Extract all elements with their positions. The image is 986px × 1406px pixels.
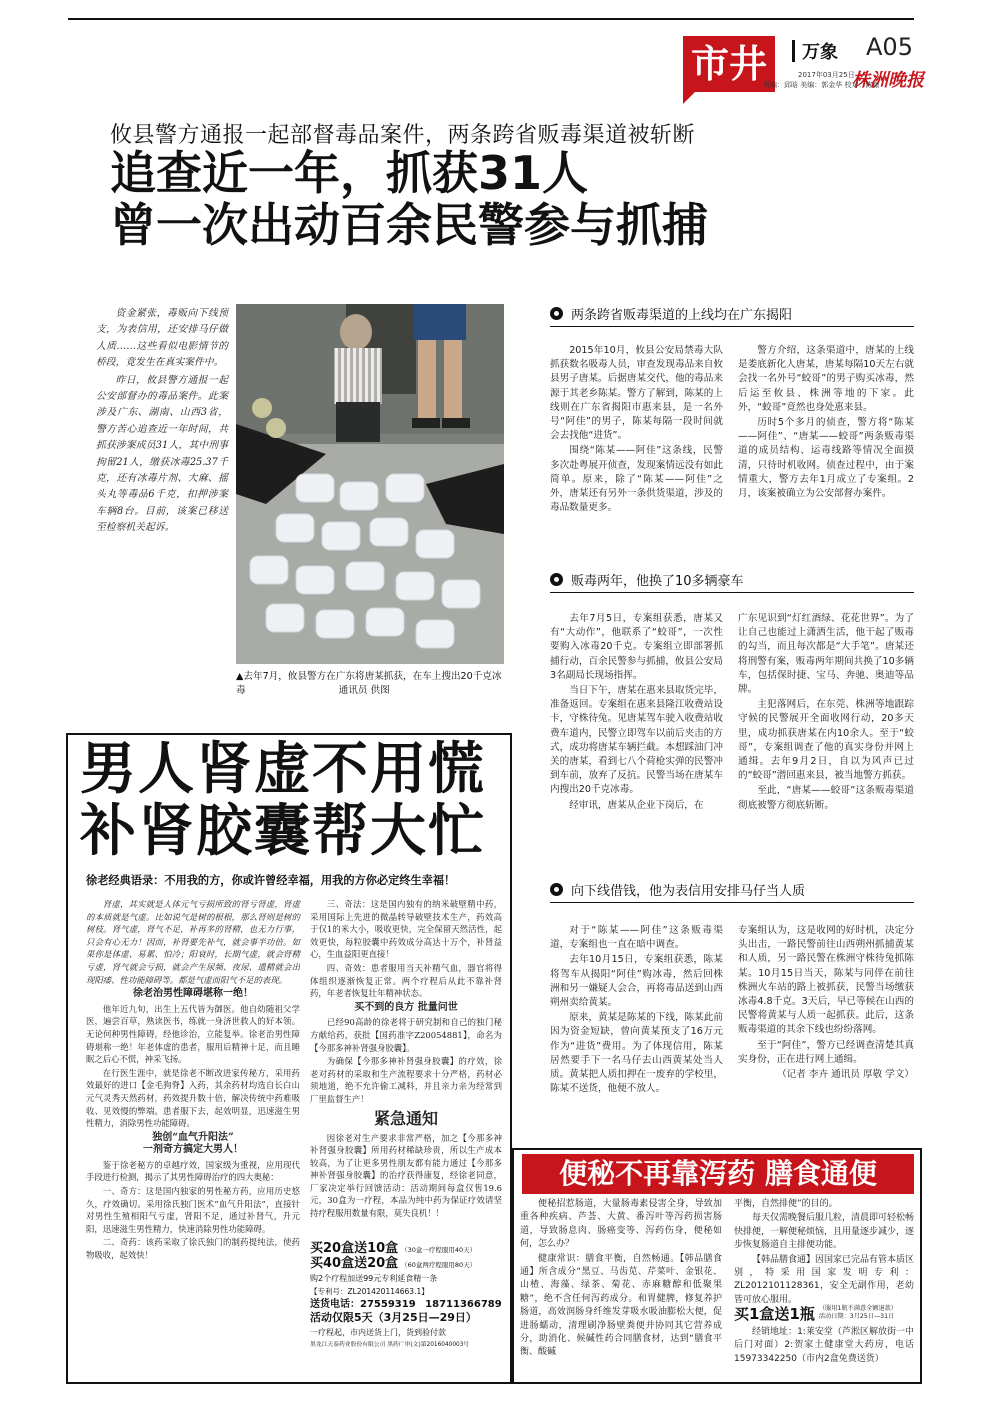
ad-constipation-address: 经销地址：1:莱安堂（芦淞区解放街一中后门对面）2:贺家土健康堂大药房，电话15973342250（市内2盒免费送货） [734, 1327, 914, 1364]
ad-kidney-sub2: 独创“血气升阳法” [152, 1131, 234, 1143]
section-bullet-icon [550, 883, 563, 896]
section2-a-p2: 当日下午，唐某在惠来县取货完毕，准备返回。专案组在惠来县隆江收费站设卡，守株待兔。见唐某驾车驶入收费站收费车道内，民警立即驾车以前后夹击的方式，成功将唐某车辆拦截。本想踩油门冲关的唐某，看到七八个荷枪实弹的民警冲到车前，放弃了反抗。民警当场在唐某车内搜出20千克冰毒。 [550, 685, 723, 796]
section2-col-b [738, 612, 914, 814]
section2-a-p1: 去年7月5日，专案组获悉，唐某又有“大动作”，他联系了“蛟哥”，一次性要购入冰毒20千克。专案组立即部署抓捕行动，百余民警参与抓捕，攸县公安局3名副局长现场指挥。 [550, 613, 723, 681]
section3-b-p1: 专案组认为，这是收网的好时机，决定分头出击，一路民警前往山西朔州抓捕黄某和人质，另一路民警在株洲守株待兔抓陈某。10月15日当天，陈某与同伴在前往株洲火车站的路上被抓获，民警当场缴获冰毒4.8千克。3天后，早已等候在山西的民警将黄某与人质一起抓获。此后，这条贩毒渠道的其余下线也纷纷落网。 [738, 925, 914, 1036]
lead-paragraph-2: 昨日，攸县警方通报一起公安部督办的毒品案件。此案涉及广东、湖南、山西3省，警方苦心追查近一年时间，共抓获涉案成员31人，其中刑事拘留21人，缴获冰毒25.37千克，还有冰毒片剂、大麻、摇头丸等毒品6千克，扣押涉案车辆8台。目前，该案已移送至检察机关起诉。 [96, 374, 228, 534]
ad-kidney-headline2: 补肾胶囊帮大忙 [80, 799, 486, 864]
section1-b-p1: 警方介绍，这条渠道中，唐某的上线是娄底新化人唐某，唐某每隔10天左右就会找一名外号“蛟哥”的男子购买冰毒，然后运至攸县、株洲等地的下家。此外，“蛟哥”竟然也身处惠来县。 [738, 345, 914, 413]
ad-constipation-b-p3: 【韩品膳食通】因国家已完品有管本质区别，特采用国家发明专利：ZL2012101128361，安全无副作用，老幼皆可放心服用。 [734, 1254, 915, 1305]
ad-kidney-col2-p2: 四、奇效：患者服用当天补精气血，器官将得体组织逐渐恢复正常。两个疗程后从此不靠补肾药，年老者恢复壮年精神状态。 [310, 962, 502, 999]
lead-paragraph-1: 资金紧张，毒贩向下线预支，为表信用，还安排马仔做人质……这些看似电影情节的桥段，竟发生在真实案件中。 [96, 308, 228, 369]
section3-a-p3: 原来，黄某是陈某的下线，陈某此前因为资金短缺，曾向黄某预支了16万元作为“进货”费用。为了体现信用，陈某居然要手下一名马仔去山西黄某处当人质。黄某把人质扣押在一废弃的学校里，陈某不送货，他便不放人。 [550, 1012, 723, 1095]
ad-kidney-footer2: 黑龙江天泰药业股份有限公司 黑药广审(文)第2016040003号 [310, 1342, 470, 1348]
news-photo [236, 304, 504, 664]
ad-kidney-offer1: 买20盒送10盒 [310, 1241, 399, 1256]
masthead-paper-name: 株洲晚报 [852, 70, 924, 91]
ad-constipation-col-b [734, 1198, 914, 1308]
section2-a-p3: 经审讯，唐某从企业下岗后，在 [569, 799, 704, 811]
section1-rule [550, 326, 914, 327]
ad-kidney-col2-p4: 为确保【今那多神补肾强身胶囊】的疗效，徐老对药材的采取和生产流程要求十分严格，药材必须地道，绝不允许偷工减料，并且亲力亲为经常到厂里监督生产！ [310, 1056, 502, 1104]
section3-rule [550, 902, 914, 903]
section3-title: 向下线借钱，他为表信用安排马仔当人质 [571, 884, 806, 899]
section3-heading [550, 880, 805, 899]
ad-kidney-phone2[interactable]: 18711366789 [425, 1299, 502, 1310]
ad-constipation-headline: 便秘不再靠泻药 膳食通便 [559, 1157, 877, 1190]
headline-line1: 追查近一年，抓获31人 [110, 146, 589, 200]
ad-kidney-offer1-note: （30盒一疗程服用40天） [401, 1246, 477, 1254]
ad-kidney-notice-body: 因徐老对生产要求非常严格，加之【今那多神补肾强身胶囊】所用药材稀缺珍贵，所以生产成本较高，为了让更多男性朋友都有能力通过【今那多神补肾强身胶囊】的治疗获得康复，经徐老同意，厂家决定举行回馈活动：活动期间每盒仅售19.6元，30盒为一疗程，本品为纯中药为保证疗效请坚持疗程服用数量有限，莫失良机！！ [310, 1132, 502, 1219]
section2-title: 贩毒两年，他换了10多辆豪车 [571, 574, 744, 589]
ad-kidney-offer2: 买40盒送20盒 [310, 1256, 399, 1271]
ad-kidney-body5: 一、奇方：这是国内独家的男性秘方药，应用历史悠久，疗效确切。采用徐氏独门医术“血气升阳法”，直接针对男性生殖相阳气亏虚，肾阳不足，通过补肾气，升元阳，迅速滋生男性精力，快速消除男性功能障碍。 [86, 1186, 300, 1234]
masthead-section: 市井 [690, 41, 767, 86]
masthead-page-no: A05 [866, 33, 913, 61]
section3-col-b [738, 924, 914, 1083]
masthead-section-tail [683, 92, 695, 104]
ad-constipation-offer: 买1盒送1瓶 [734, 1304, 815, 1323]
ad-constipation-offer-note1: （服用1瓶不满意全额退款） [818, 1305, 898, 1312]
ad-kidney-body4: 鉴于徐老秘方的卓越疗效，国家级为重视，应用现代手段进行检测，揭示了其男性障碍治疗的四大奥秘： [86, 1159, 300, 1183]
section1-heading [550, 304, 792, 323]
ad-kidney-phone-label: 送货电话： [310, 1299, 360, 1310]
ad-kidney-col2 [310, 898, 502, 1221]
ad-kidney-slogan: 徐老经典语录：不用我的方，你或许曾经幸福，用我的方你必定终生幸福！ [86, 874, 456, 887]
ad-constipation-offer-note2: 活动日期：3月25日—31日 [818, 1313, 895, 1320]
headline-kicker: 攸县警方通报一起部督毒品案件，两条跨省贩毒渠道被斩断 [110, 123, 696, 148]
ad-constipation-a-p1: 便秘招惹肠道，大量肠毒素侵害全身，导致加重各种疾病、芦荟、大黄、番泻叶等泻药损害肠道，导致肠息肉、肠癌变等、泻药伤身，便秘如何，怎么办？ [520, 1199, 722, 1250]
section-bullet-icon [550, 307, 563, 320]
masthead-divider [792, 40, 795, 62]
ad-kidney-sub3: 一剂奇方搞定大男人！ [143, 1144, 243, 1156]
section1-col-b [738, 344, 914, 502]
ad-kidney-phone-row [310, 1298, 502, 1311]
photo-credit: 通讯员 供图 [338, 685, 390, 696]
ad-constipation-offer-notes [819, 1305, 897, 1321]
ad-kidney-offer2-row [310, 1257, 502, 1272]
section3-a-p1: 对于“陈某——阿佳”这条贩毒渠道，专案组也一直在暗中调查。 [550, 925, 723, 951]
section1-col-a [550, 344, 723, 516]
ad-kidney-period: 活动仅限5天（3月25日—29日） [310, 1311, 477, 1324]
masthead-subsection: 万象 [802, 42, 838, 63]
ad-kidney-body6: 二、奇药：该药采取了徐氏独门的制药提纯法，使药物吸收，起效快！ [86, 1237, 300, 1261]
ad-kidney-col2-p1: 三、奇法：这是国内独有的纳米破壁精中药，采用国际上先进的微晶转导破壁技术生产，药效高于仅1的米大小，吸收更快，完全保留天然活性，起效更快，每粒胶囊中药效成分高达十万个，补肾益心，生血益阳更直接！ [310, 899, 502, 960]
ad-constipation-col-a [520, 1198, 722, 1361]
headline-line2: 曾一次出动百余民警参与抓捕 [110, 198, 708, 252]
masthead-date: 2017年03月25日 [798, 71, 855, 79]
section2-heading [550, 570, 744, 589]
section3-a-p2: 去年10月15日，专案组获悉，陈某将驾车从揭阳“阿佳”购冰毒，然后回株洲和另一嫌疑人会合，再将毒品送到山西朔州卖给黄某。 [550, 954, 723, 1009]
section2-b-p2: 主犯落网后，在东莞、株洲等地跟踪守候的民警展开全面收网行动，20多天里，成功抓获唐某在内10余人。至于“蛟哥”，专案组调查了他的真实身份并网上通缉。去年9月2日，自以为风声已过的“蛟哥”潜回惠来县，被当地警方抓获。 [738, 699, 914, 782]
photo-illustration [236, 304, 504, 664]
section2-b-p3: 至此，“唐某——蛟哥”这条贩毒渠道彻底被警方彻底斩断。 [738, 785, 914, 811]
ad-kidney-offer-box [310, 1242, 502, 1378]
masthead-editors: 责编：邱晗 美编：郭金华 校对：陈澈 [763, 81, 880, 89]
section2-col-a [550, 612, 723, 814]
ad-kidney-footer1: 一疗程起，市内送货上门，货到验付款 [310, 1328, 446, 1337]
ad-kidney-offer2-note: （60盒两疗程服用80天） [401, 1261, 477, 1269]
section2-b-p1: 广东见识到“灯红酒绿、花花世界”。为了让自己也能过上潇洒生活，他干起了贩毒的勾当，而且每次都是“大手笔”。唐某还将刑警有案，贩毒两年期间共换了10多辆车，包括保时捷、宝马、奔驰、奥迪等品牌。 [738, 613, 914, 696]
ad-kidney-headline1: 男人肾虚不用慌 [80, 737, 486, 802]
section-bullet-icon [550, 573, 563, 586]
section1-title: 两条跨省贩毒渠道的上线均在广东揭阳 [571, 308, 793, 323]
ad-kidney-sub1: 徐老治男性障碍堪称一绝！ [133, 988, 253, 1000]
ad-constipation-offer-row [734, 1302, 918, 1324]
ad-kidney-offer-note: 购2个疗程加送99元专利延食精一条 [310, 1274, 438, 1283]
ad-kidney-col2-p3: 已经90高龄的徐老将于研究制和自己的独门秘方献给药，获批【国药准字Z20054881】，命名为【今那多神补肾强身胶囊】。 [310, 1017, 502, 1053]
ad-kidney-body1: 肾虚，其实就是人体元气亏损所致的肾亏肾虚，肾虚的本质就是气虚。比如说气是树的根根，那么肾则是树的树枝。肾气虚，肾气不足，补再多的肾精，也无力行事，只会有心无力！因而，补肾要先补气，就会事半功倍。如果你是体虚、易累、怕冷；阳衰时，长期气虚，就会肾精亏虚，肾气就会亏损，就会产生尿频、夜尿、遗精就会出现阳痿、性功能障碍等。都是气虚而阳气不足的表现。 [86, 899, 300, 985]
ad-kidney-offer1-row [310, 1242, 502, 1257]
section1-a-p2: 围绕“陈某——阿佳”这条线，民警多次赴粤展开侦查，发现案情远没有如此简单。原来，除了“陈某——阿佳”之外，唐某还有另外一条供货渠道，涉及的毒品数量更多。 [550, 445, 723, 514]
section3-byline: （记者 李卉 通讯员 厚敬 学文） [777, 1069, 914, 1081]
ad-constipation-b-p2: 每天仅需晚餐后服几粒，清晨即可轻松畅快排便，一解便秘烦恼，且用量逐步减少，逐步恢复肠道自主排便功能。 [734, 1213, 915, 1251]
ad-kidney-body2: 他年近九旬，出生上五代皆为御医。他自幼随祖父学医，遍尝百草，熟读医书，练就一身济世救人的好本领。无论何种男性障碍，经他诊治，立能复举。徐老治男性障碍堪称一绝！年老体虚的患者，服用后精神十足，而且睡眠之后心不慌，神采飞扬。 [86, 1003, 300, 1065]
ad-kidney-notice-title: 紧急通知 [373, 1108, 438, 1128]
ad-kidney-col1 [86, 898, 300, 1263]
section1-a-p1: 2015年10月，攸县公安局禁毒大队抓获数名吸毒人员，审查发现毒品来自攸县男子唐某。后据唐某交代，他的毒品来源于其老乡陈某。警方了解到，陈某的上线则在广东省揭阳市惠来县，是一名外号“阿佳”的男子，陈某每隔一段时间就会去找他“进货”。 [550, 345, 723, 442]
ad-constipation-b-p1: 平衡，自然排便”的目的。 [734, 1199, 838, 1209]
section1-b-p2: 历时5个多月的侦查，警方将“陈某——阿佳”、“唐某——蛟哥”两条贩毒渠道的成员结构、运毒线路等情况全面摸清，只待时机收网。侦查过程中，由于案情重大，警方去年1月成立了专案组。2月，该案被确立为公安部督办案件。 [738, 417, 914, 500]
ad-kidney-patent: 【专利号：ZL201420114663.1】 [310, 1287, 429, 1296]
ad-kidney-sub4: 买不到的良方 批量问世 [354, 1001, 458, 1013]
ad-constipation-a-p2: 健康常识：膳食平衡，自然畅通。【韩品膳食通】所含成分“黑豆、马齿苋、芹菜叶、金银花、山楂、海藻、绿茶、菊花、赤麻糖醇和低聚果糖”，绝不含任何泻药成分。和胃健脾，修复养护肠道，高效润肠身纤维发芽吸水吸油膨松大便，促进肠蠕动，清理刷净肠壁粪便并协同其它营养成分，助消化、候碱性药合同膳食材，达到“膳食平衡、酸碱 [520, 1253, 722, 1358]
section3-b-p2: 至于“阿佳”，警方已经调查清楚其真实身份，正在进行网上通缉。 [738, 1039, 914, 1065]
top-rule [68, 18, 914, 20]
section2-rule [550, 592, 914, 593]
lead-text [96, 306, 228, 538]
section3-col-a [550, 924, 723, 1097]
ad-kidney-body3: 在行医生涯中，就是徐老不断改进家传秘方，采用药效最好的进口【金毛狗脊】入药，其余药材均选自长白山元气灵秀天然药材，药效提升数十倍，解决传统中药难吸收、见效慢的弊端。患者服下去，起效明显，迅速滋生男性精力，消除男性功能障碍。 [86, 1067, 300, 1129]
photo-caption [236, 670, 504, 698]
photo-caption-text: ▲去年7月，攸县警方在广东将唐某抓获，在车上搜出20千克冰毒 [236, 671, 502, 696]
ad-kidney-phone1[interactable]: 27559319 [360, 1299, 416, 1310]
